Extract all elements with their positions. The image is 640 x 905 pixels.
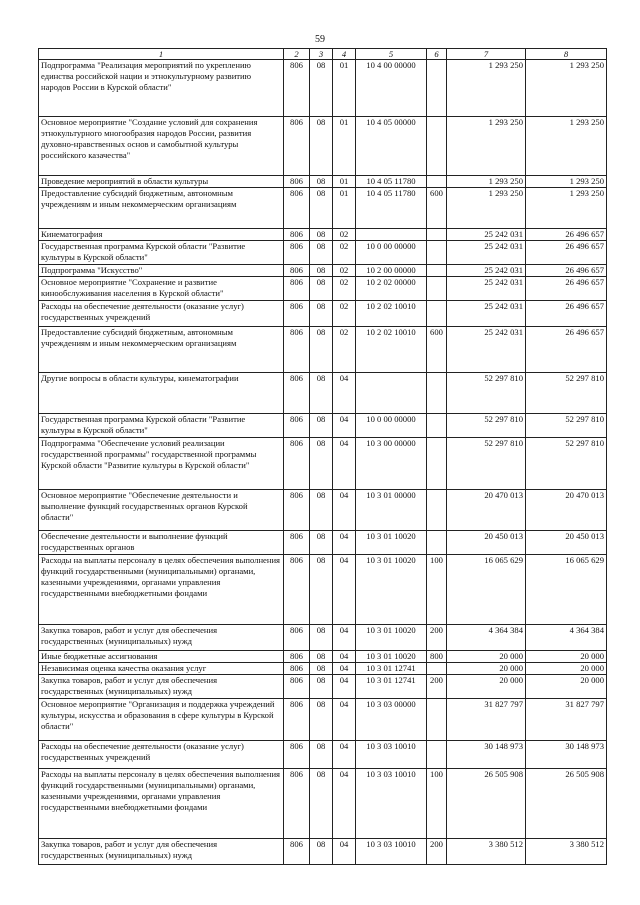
row-sum-year1: 3 380 512 [447,839,526,865]
row-pr: 04 [333,769,356,839]
row-rz: 08 [310,839,333,865]
row-pr: 04 [333,625,356,651]
row-pr: 04 [333,490,356,531]
row-rz: 08 [310,699,333,741]
row-vr [427,277,447,301]
row-rz: 08 [310,265,333,277]
row-name: Обеспечение деятельности и выполнение функций государственных органов [39,531,284,555]
table-row [39,60,607,117]
row-name: Предоставление субсидий бюджетным, автономным учреждениям и иным некоммерческим организациям [39,327,284,373]
row-rz: 08 [310,327,333,373]
row-csr: 10 3 00 00000 [356,438,427,490]
row-csr: 10 3 01 10020 [356,625,427,651]
row-csr: 10 0 00 00000 [356,414,427,438]
row-csr: 10 0 00 00000 [356,241,427,265]
row-sum-year1: 52 297 810 [447,373,526,414]
table-row [39,188,607,229]
row-csr: 10 4 05 00000 [356,117,427,176]
row-vr [427,438,447,490]
row-csr [356,373,427,414]
row-rz: 08 [310,414,333,438]
row-sum-year2: 26 496 657 [526,327,607,373]
table-row [39,265,607,277]
row-rz: 08 [310,741,333,769]
row-sum-year1: 1 293 250 [447,60,526,117]
row-csr: 10 2 02 10010 [356,301,427,327]
row-sum-year2: 26 496 657 [526,229,607,241]
row-rz: 08 [310,769,333,839]
row-ved: 806 [284,60,310,117]
table-row [39,373,607,414]
row-sum-year1: 31 827 797 [447,699,526,741]
column-number: 8 [526,49,607,60]
row-sum-year1: 52 297 810 [447,414,526,438]
row-sum-year1: 25 242 031 [447,229,526,241]
table-row [39,555,607,625]
row-sum-year1: 25 242 031 [447,327,526,373]
table-row [39,651,607,663]
row-sum-year2: 52 297 810 [526,373,607,414]
row-ved: 806 [284,531,310,555]
table-row [39,241,607,265]
row-name: Проведение мероприятий в области культуры [39,176,284,188]
row-csr: 10 4 00 00000 [356,60,427,117]
row-vr [427,60,447,117]
row-name: Иные бюджетные ассигнования [39,651,284,663]
row-vr: 200 [427,625,447,651]
column-number: 6 [427,49,447,60]
row-pr: 04 [333,373,356,414]
row-sum-year2: 1 293 250 [526,176,607,188]
column-number-row [39,49,607,60]
row-name: Основное мероприятие "Организация и поддержка учреждений культуры, искусства и образования в сфере культуры в Курской области" [39,699,284,741]
row-vr [427,241,447,265]
row-name: Закупка товаров, работ и услуг для обеспечения государственных (муниципальных) нужд [39,625,284,651]
row-rz: 08 [310,188,333,229]
row-sum-year2: 16 065 629 [526,555,607,625]
row-pr: 01 [333,176,356,188]
row-vr: 100 [427,769,447,839]
row-name: Подпрограмма "Реализация мероприятий по укреплению единства российской нации и этнокультурному развитию народов России в Курской области" [39,60,284,117]
row-sum-year1: 20 470 013 [447,490,526,531]
row-ved: 806 [284,675,310,699]
row-rz: 08 [310,531,333,555]
row-sum-year1: 20 000 [447,651,526,663]
row-sum-year1: 26 505 908 [447,769,526,839]
table-row [39,699,607,741]
row-sum-year1: 25 242 031 [447,301,526,327]
row-sum-year1: 20 000 [447,663,526,675]
row-sum-year2: 20 000 [526,651,607,663]
row-name: Расходы на выплаты персоналу в целях обеспечения выполнения функций государственными (муниципальными) органами, казенными учреждениями, органами управления государственными внебюджетными фондами [39,555,284,625]
row-ved: 806 [284,625,310,651]
row-vr [427,229,447,241]
row-sum-year2: 30 148 973 [526,741,607,769]
row-pr: 02 [333,241,356,265]
table-row [39,839,607,865]
row-sum-year2: 26 496 657 [526,301,607,327]
row-sum-year1: 20 450 013 [447,531,526,555]
column-number: 7 [447,49,526,60]
row-rz: 08 [310,625,333,651]
row-ved: 806 [284,839,310,865]
row-pr: 04 [333,699,356,741]
row-ved: 806 [284,301,310,327]
row-sum-year2: 52 297 810 [526,414,607,438]
row-csr: 10 4 05 11780 [356,176,427,188]
table-row [39,327,607,373]
row-sum-year2: 1 293 250 [526,60,607,117]
row-csr: 10 3 01 12741 [356,675,427,699]
row-name: Предоставление субсидий бюджетным, автономным учреждениям и иным некоммерческим организациям [39,188,284,229]
table-row [39,675,607,699]
row-name: Государственная программа Курской области "Развитие культуры в Курской области" [39,241,284,265]
row-sum-year2: 1 293 250 [526,117,607,176]
row-sum-year2: 26 496 657 [526,277,607,301]
row-vr: 600 [427,188,447,229]
row-sum-year1: 30 148 973 [447,741,526,769]
row-csr: 10 2 02 10010 [356,327,427,373]
row-sum-year1: 25 242 031 [447,265,526,277]
row-ved: 806 [284,188,310,229]
row-sum-year1: 52 297 810 [447,438,526,490]
table-row [39,117,607,176]
row-pr: 01 [333,60,356,117]
row-vr [427,699,447,741]
row-vr [427,490,447,531]
row-sum-year2: 3 380 512 [526,839,607,865]
page-number: 59 [315,34,325,45]
row-ved: 806 [284,176,310,188]
row-csr: 10 3 01 12741 [356,663,427,675]
row-name: Закупка товаров, работ и услуг для обеспечения государственных (муниципальных) нужд [39,675,284,699]
row-sum-year2: 4 364 384 [526,625,607,651]
row-sum-year2: 20 000 [526,663,607,675]
row-csr: 10 2 02 00000 [356,277,427,301]
row-sum-year2: 26 496 657 [526,265,607,277]
row-sum-year1: 16 065 629 [447,555,526,625]
row-vr [427,741,447,769]
row-name: Расходы на обеспечение деятельности (оказание услуг) государственных учреждений [39,741,284,769]
row-vr: 200 [427,839,447,865]
row-vr [427,663,447,675]
row-pr: 04 [333,414,356,438]
table-row [39,663,607,675]
row-csr: 10 3 01 10020 [356,555,427,625]
row-vr: 200 [427,675,447,699]
table-row [39,414,607,438]
table-row [39,229,607,241]
row-ved: 806 [284,373,310,414]
row-name: Расходы на обеспечение деятельности (оказание услуг) государственных учреждений [39,301,284,327]
row-name: Другие вопросы в области культуры, кинематографии [39,373,284,414]
row-name: Закупка товаров, работ и услуг для обеспечения государственных (муниципальных) нужд [39,839,284,865]
row-sum-year2: 52 297 810 [526,438,607,490]
row-pr: 02 [333,327,356,373]
row-sum-year2: 20 470 013 [526,490,607,531]
row-rz: 08 [310,277,333,301]
row-sum-year2: 26 505 908 [526,769,607,839]
row-sum-year1: 25 242 031 [447,277,526,301]
row-ved: 806 [284,414,310,438]
row-ved: 806 [284,277,310,301]
row-pr: 02 [333,277,356,301]
row-vr [427,531,447,555]
row-pr: 04 [333,651,356,663]
row-ved: 806 [284,438,310,490]
row-ved: 806 [284,490,310,531]
row-pr: 04 [333,741,356,769]
row-ved: 806 [284,555,310,625]
row-pr: 02 [333,265,356,277]
row-sum-year1: 1 293 250 [447,176,526,188]
table-row [39,531,607,555]
table-row [39,741,607,769]
table-row [39,625,607,651]
row-sum-year2: 20 000 [526,675,607,699]
row-csr [356,229,427,241]
row-ved: 806 [284,117,310,176]
row-pr: 04 [333,675,356,699]
row-ved: 806 [284,241,310,265]
row-rz: 08 [310,663,333,675]
row-vr: 100 [427,555,447,625]
row-pr: 04 [333,555,356,625]
row-rz: 08 [310,651,333,663]
row-csr: 10 3 01 10020 [356,531,427,555]
row-ved: 806 [284,265,310,277]
row-name: Подпрограмма "Искусство" [39,265,284,277]
row-rz: 08 [310,241,333,265]
row-rz: 08 [310,555,333,625]
row-ved: 806 [284,663,310,675]
row-name: Независимая оценка качества оказания услуг [39,663,284,675]
row-rz: 08 [310,490,333,531]
row-ved: 806 [284,229,310,241]
row-vr: 600 [427,327,447,373]
row-sum-year2: 1 293 250 [526,188,607,229]
column-number: 1 [39,49,284,60]
row-vr: 800 [427,651,447,663]
row-csr: 10 3 01 10020 [356,651,427,663]
row-name: Подпрограмма "Обеспечение условий реализации государственной программы" государственной программы Курской области "Развитие культуры в Курской области" [39,438,284,490]
row-rz: 08 [310,117,333,176]
row-sum-year2: 20 450 013 [526,531,607,555]
table-row [39,438,607,490]
row-ved: 806 [284,327,310,373]
row-rz: 08 [310,675,333,699]
row-sum-year1: 25 242 031 [447,241,526,265]
row-vr [427,176,447,188]
row-pr: 04 [333,531,356,555]
column-number: 2 [284,49,310,60]
row-sum-year2: 31 827 797 [526,699,607,741]
table-row [39,769,607,839]
row-pr: 04 [333,663,356,675]
row-rz: 08 [310,301,333,327]
row-vr [427,117,447,176]
row-sum-year1: 20 000 [447,675,526,699]
row-name: Государственная программа Курской области "Развитие культуры в Курской области" [39,414,284,438]
row-csr: 10 3 03 10010 [356,839,427,865]
row-pr: 02 [333,229,356,241]
row-name: Основное мероприятие "Создание условий для сохранения этнокультурного многообразия народов России, развития духовно-нравственных основ и самобытной культуры российского казачества" [39,117,284,176]
row-pr: 04 [333,438,356,490]
row-vr [427,414,447,438]
row-csr: 10 4 05 11780 [356,188,427,229]
row-sum-year2: 26 496 657 [526,241,607,265]
row-rz: 08 [310,229,333,241]
row-sum-year1: 4 364 384 [447,625,526,651]
row-vr [427,373,447,414]
row-pr: 02 [333,301,356,327]
row-name: Основное мероприятие "Обеспечение деятельности и выполнение функций государственных органов Курской области" [39,490,284,531]
row-name: Кинематография [39,229,284,241]
row-rz: 08 [310,176,333,188]
row-rz: 08 [310,438,333,490]
row-csr: 10 3 03 00000 [356,699,427,741]
row-csr: 10 3 01 00000 [356,490,427,531]
row-sum-year1: 1 293 250 [447,117,526,176]
row-rz: 08 [310,60,333,117]
row-rz: 08 [310,373,333,414]
row-pr: 04 [333,839,356,865]
row-name: Основное мероприятие "Сохранение и развитие кинообслуживания населения в Курской области" [39,277,284,301]
table-row [39,301,607,327]
row-csr: 10 2 00 00000 [356,265,427,277]
table-row [39,176,607,188]
budget-table [38,48,607,865]
column-number: 5 [356,49,427,60]
table-row [39,490,607,531]
row-name: Расходы на выплаты персоналу в целях обеспечения выполнения функций государственными (муниципальными) органами, казенными учреждениями, органами управления государственными внебюджетными фондами [39,769,284,839]
row-ved: 806 [284,699,310,741]
row-csr: 10 3 03 10010 [356,769,427,839]
row-csr: 10 3 03 10010 [356,741,427,769]
row-ved: 806 [284,769,310,839]
row-pr: 01 [333,117,356,176]
row-pr: 01 [333,188,356,229]
row-ved: 806 [284,741,310,769]
row-vr [427,265,447,277]
table-row [39,277,607,301]
row-ved: 806 [284,651,310,663]
column-number: 3 [310,49,333,60]
row-vr [427,301,447,327]
row-sum-year1: 1 293 250 [447,188,526,229]
column-number: 4 [333,49,356,60]
